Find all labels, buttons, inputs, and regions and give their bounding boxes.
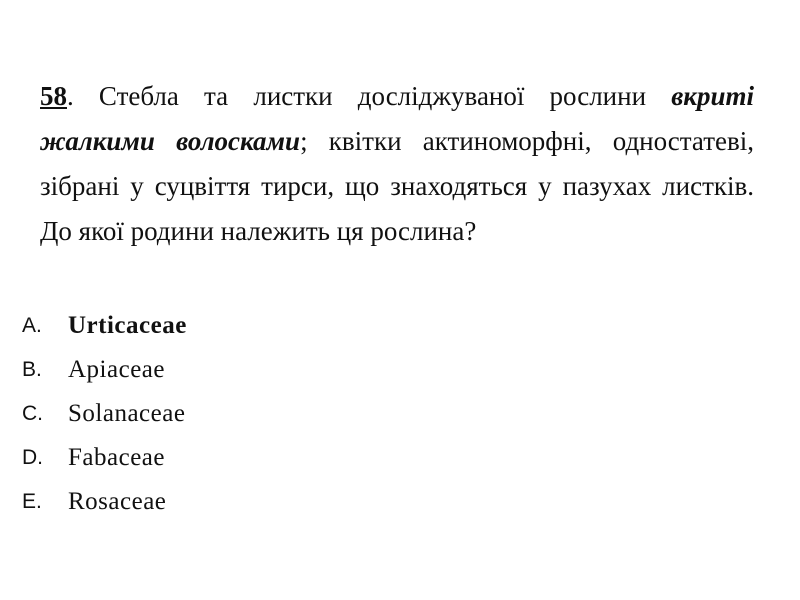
option-text: Rosaceae: [68, 488, 167, 515]
answer-option-e[interactable]: [22, 480, 187, 524]
option-letter: C.: [22, 402, 43, 425]
option-text: Apiaceae: [68, 356, 165, 383]
answer-options: [22, 304, 187, 524]
answer-option-c[interactable]: [22, 392, 187, 436]
question-part-rest: ; квітки актиноморфні, одностатеві, зібрані у суцвіття тирси, що знаходяться у пазухах листків. До якої родини належить ця рослина?: [40, 126, 754, 246]
option-letter: E.: [22, 490, 42, 513]
option-text: Solanaceae: [68, 400, 186, 427]
question-text: [40, 74, 754, 254]
option-text: Fabaceae: [68, 444, 165, 471]
question-part-intro: . Стебла та листки досліджуваної рослини: [67, 81, 672, 111]
answer-option-a[interactable]: [22, 304, 187, 348]
option-letter: D.: [22, 446, 43, 469]
option-letter: B.: [22, 358, 42, 381]
answer-option-d[interactable]: [22, 436, 187, 480]
option-text: Urticaceae: [68, 312, 187, 339]
question-number: 58: [40, 81, 67, 111]
answer-option-b[interactable]: [22, 348, 187, 392]
option-letter: A.: [22, 314, 42, 337]
question-part-emphasis: вкриті жалкими волосками: [40, 81, 754, 156]
